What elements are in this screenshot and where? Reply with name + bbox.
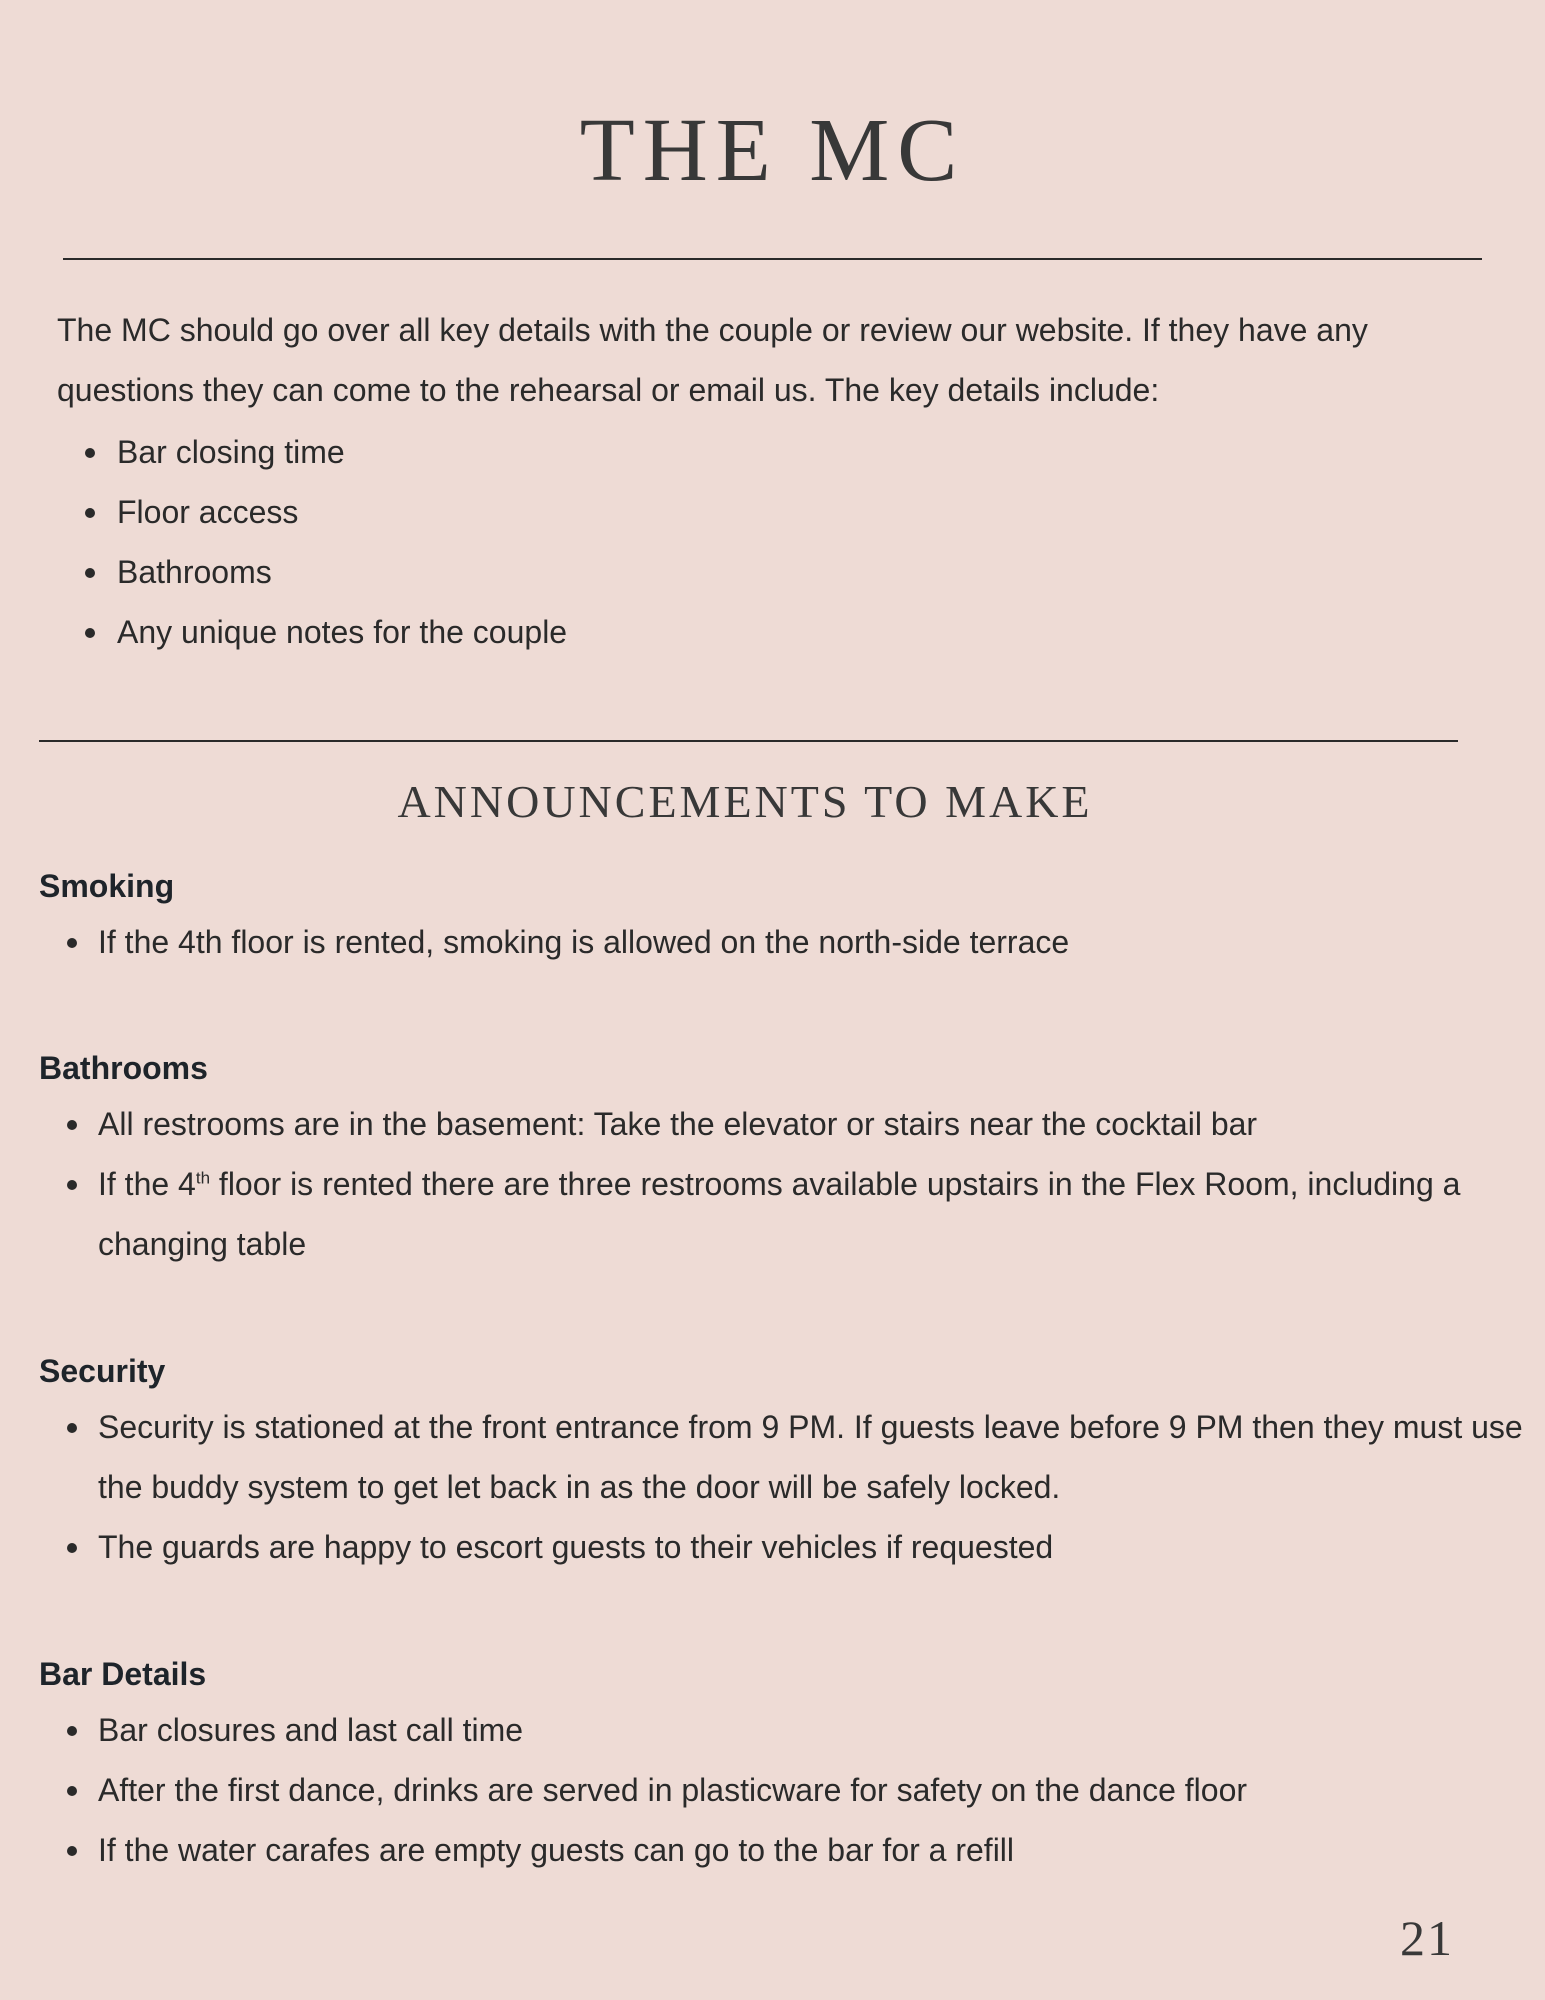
smoking-section — [39, 860, 1519, 972]
security-title: Security — [39, 1353, 166, 1389]
list-item-text-end: floor is rented there are three restrooms available upstairs in the Flex Room, including a changing table — [98, 1166, 1461, 1262]
list-item-text-start: If the 4 — [98, 1166, 196, 1202]
list-item: Any unique notes for the couple — [117, 602, 1497, 662]
list-item: If the 4th floor is rented, smoking is allowed on the north-side terrace — [98, 912, 1538, 972]
bathrooms-list — [98, 1094, 1538, 1274]
list-item: All restrooms are in the basement: Take the elevator or stairs near the cocktail bar — [98, 1094, 1538, 1154]
bar-details-title: Bar Details — [39, 1656, 207, 1692]
security-section — [39, 1345, 1523, 1577]
top-divider — [63, 258, 1482, 260]
list-item: After the first dance, drinks are served in plasticware for safety on the dance floor — [98, 1760, 1538, 1820]
smoking-title: Smoking — [39, 868, 175, 904]
list-item: Bar closures and last call time — [98, 1700, 1538, 1760]
list-item: The guards are happy to escort guests to their vehicles if requested — [98, 1517, 1538, 1577]
page-number: 21 — [1400, 1910, 1454, 1966]
bar-details-list — [98, 1700, 1538, 1880]
announcements-heading: ANNOUNCEMENTS TO MAKE — [397, 776, 1093, 827]
ordinal-suffix: th — [195, 1168, 211, 1188]
smoking-list — [98, 912, 1538, 972]
key-details-list — [117, 422, 1497, 662]
list-item — [98, 1154, 1538, 1274]
bar-details-section — [39, 1648, 1519, 1880]
list-item: Bar closing time — [117, 422, 1497, 482]
bathrooms-section — [39, 1042, 1519, 1274]
page-title: THE MC — [579, 101, 966, 200]
list-item: If the water carafes are empty guests can go to the bar for a refill — [98, 1820, 1538, 1880]
security-list — [98, 1397, 1538, 1577]
list-item: Security is stationed at the front entrance from 9 PM. If guests leave before 9 PM then they must use the buddy system to get let back in as the door will be safely locked. — [98, 1397, 1538, 1517]
list-item: Bathrooms — [117, 542, 1497, 602]
list-item: Floor access — [117, 482, 1497, 542]
bathrooms-title: Bathrooms — [39, 1050, 208, 1086]
section-divider — [39, 740, 1458, 742]
intro-paragraph: The MC should go over all key details with the couple or review our website. If they have any questions they can come to the rehearsal or email us. The key details include: — [57, 312, 1368, 408]
